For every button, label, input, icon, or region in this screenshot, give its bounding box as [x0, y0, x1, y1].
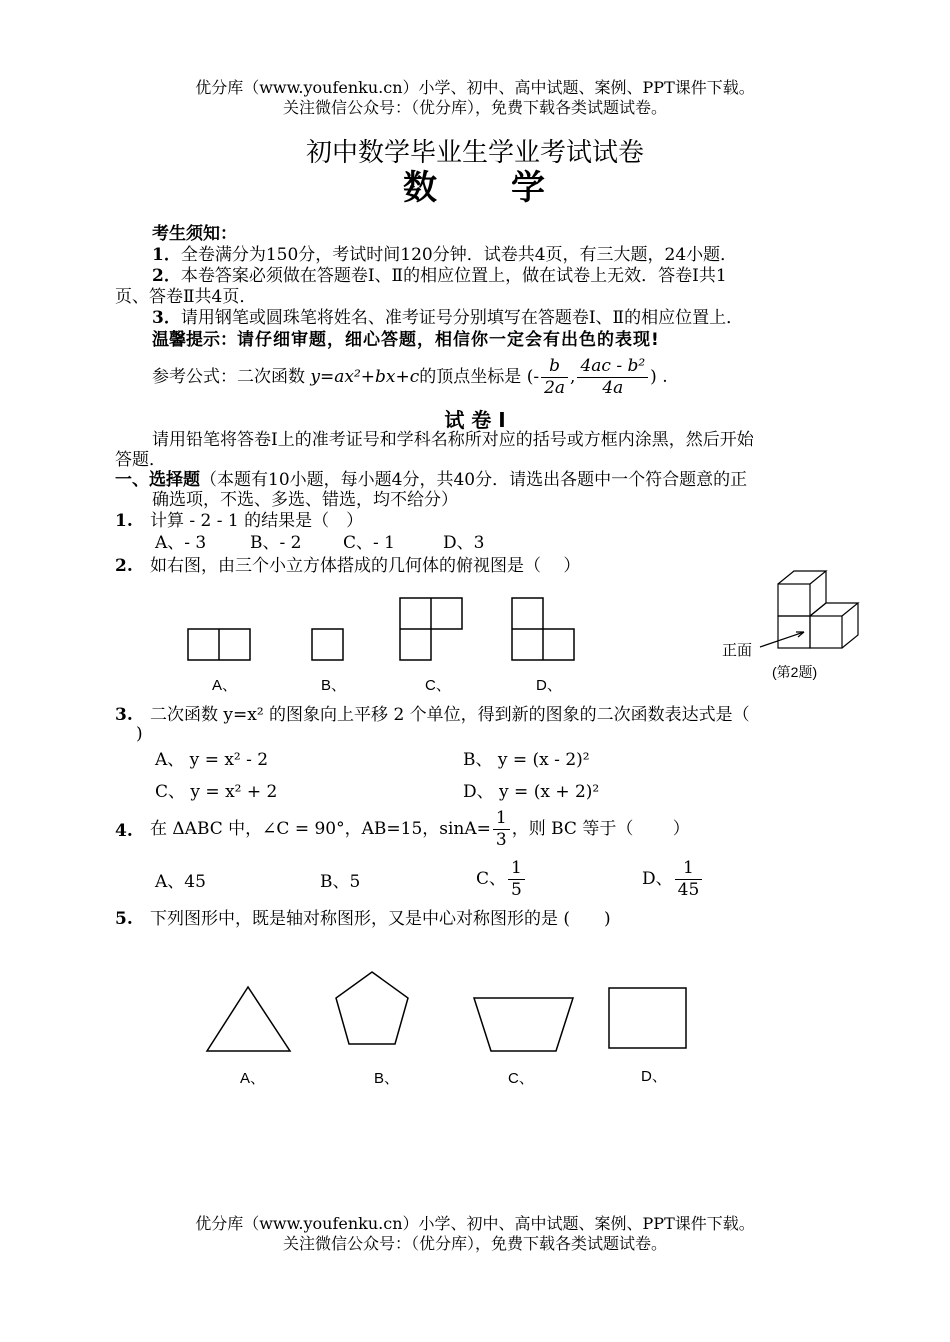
exam-title: 初中数学毕业生学业考试试卷 [305, 138, 644, 168]
part-1-desc-cont: 确选项，不选、多选、错选，均不给分） [152, 490, 458, 510]
notice-heading: 考生须知： [152, 224, 237, 244]
q1-option-c: C、- 1 [343, 533, 395, 553]
q4-number: 4. [115, 821, 133, 841]
q3-stem: 二次函数 y=x² 的图象向上平移 2 个单位，得到新的图象的二次函数表达式是（ [150, 705, 750, 725]
header-line-2: 关注微信公众号：（优分库），免费下载各类试题试卷。 [282, 98, 667, 117]
formula-open: (- [526, 367, 540, 387]
q5-label-b: B、 [374, 1070, 400, 1087]
q1-option-d: D、3 [443, 533, 485, 553]
formula-frac-2-num: 4ac - b² [577, 356, 648, 378]
q4-stem-post: ，则 BC 等于（ ） [511, 819, 690, 839]
footer-line-1: 优分库（www.youfenku.cn）小学、初中、高中试题、案例、PPT课件下载。 [195, 1214, 755, 1233]
notice-item-1-text: 全卷满分为150分，考试时间120分钟．试卷共4页，有三大题，24小题． [180, 245, 738, 265]
footer-line-2: 关注微信公众号：（优分库），免费下载各类试题试卷。 [282, 1234, 667, 1253]
q2-label-d: D、 [536, 677, 562, 694]
q5-stem: 下列图形中，既是轴对称图形，又是中心对称图形的是 ( ) [150, 909, 611, 929]
formula-func: y=ax²+bx+c [310, 367, 420, 387]
notice-item-2-num: 2． [152, 266, 181, 286]
q2-label-c: C、 [425, 677, 451, 694]
q5-triangle [207, 987, 290, 1051]
q4-option-c-num: 1 [508, 858, 525, 880]
notice-item-1-num: 1． [152, 245, 181, 265]
formula-frac-2-den: 4a [602, 378, 624, 398]
q3-option-a: A、 y = x² - 2 [155, 750, 269, 770]
q3-option-d: D、 y = (x + 2)² [463, 782, 600, 802]
q1-option-a: A、- 3 [155, 533, 207, 553]
q3-stem-cont: ) [136, 724, 143, 744]
q2-stem: 如右图，由三个小立方体搭成的几何体的俯视图是（ ） [150, 556, 581, 576]
formula-mid: 的顶点坐标是 [419, 367, 522, 387]
q4-frac-num: 1 [493, 808, 510, 830]
q4-option-b: B、5 [320, 872, 361, 892]
section-1-intro-cont: 答题． [115, 450, 166, 470]
part-1-label: 一、选择题 [115, 470, 200, 490]
q4-option-a: A、45 [155, 872, 206, 892]
q5-pentagon [336, 972, 408, 1044]
q2-label-a: A、 [212, 677, 238, 694]
q3-option-c: C、 y = x² + 2 [155, 782, 278, 802]
q4-stem-pre: 在 ΔABC 中，∠C = 90°，AB=15，sinA= [150, 819, 491, 839]
q4-option-d-den: 45 [677, 880, 700, 900]
formula-prefix: 参考公式：二次函数 [152, 367, 305, 387]
part-1-desc: （本题有10小题，每小题4分，共40分．请选出各题中一个符合题意的正 [200, 470, 748, 490]
formula-frac-1-num: b [541, 356, 568, 378]
warm-tip-text: 请仔细审题，细心答题，相信你一定会有出色的表现! [237, 330, 660, 350]
q4-option-c-label: C、 [476, 869, 507, 889]
notice-item-3-num: 3． [152, 308, 181, 328]
subject-title: 数 学 [403, 168, 547, 208]
q1-number: 1. [115, 511, 133, 531]
q5-number: 5. [115, 909, 133, 929]
notice-item-2-text: 本卷答案必须做在答题卷Ⅰ、Ⅱ的相应位置上，做在试卷上无效．答卷Ⅰ共1 [180, 266, 727, 286]
q5-label-d: D、 [641, 1068, 667, 1085]
q5-trapezoid [474, 998, 573, 1051]
q2-label-b: B、 [321, 677, 347, 694]
notice-item-2-cont: 页、答卷Ⅱ共4页． [115, 287, 257, 307]
q3-option-b: B、 y = (x - 2)² [463, 750, 590, 770]
q1-stem: 计算 - 2 - 1 的结果是（ ） [150, 511, 364, 531]
warm-tip-label: 温馨提示： [152, 330, 237, 350]
q5-label-a: A、 [240, 1070, 266, 1087]
formula-comma: , [570, 367, 576, 387]
q4-option-c-den: 5 [511, 880, 522, 900]
q2-figure-caption: (第2题) [772, 664, 818, 680]
notice-item-3-text: 请用钢笔或圆珠笔将姓名、准考证号分别填写在答题卷Ⅰ、Ⅱ的相应位置上． [180, 308, 744, 328]
q5-rectangle [609, 988, 686, 1048]
header-line-1: 优分库（www.youfenku.cn）小学、初中、高中试题、案例、PPT课件下载。 [195, 78, 755, 97]
q5-label-c: C、 [508, 1070, 534, 1087]
q4-frac-den: 3 [495, 830, 507, 850]
q4-option-d-label: D、 [642, 869, 673, 889]
q2-number: 2. [115, 556, 133, 576]
formula-frac-1-den: 2a [544, 378, 566, 398]
q1-option-b: B、- 2 [250, 533, 302, 553]
q2-front-label: 正面 [722, 642, 753, 659]
q4-option-d-num: 1 [675, 858, 703, 880]
section-1-intro: 请用铅笔将答卷Ⅰ上的准考证号和学科名称所对应的括号或方框内涂黑，然后开始 [152, 430, 754, 450]
q3-number: 3. [115, 705, 133, 725]
formula-close: ) . [650, 367, 668, 387]
section-1-title: 试 卷 Ⅰ [444, 408, 506, 432]
